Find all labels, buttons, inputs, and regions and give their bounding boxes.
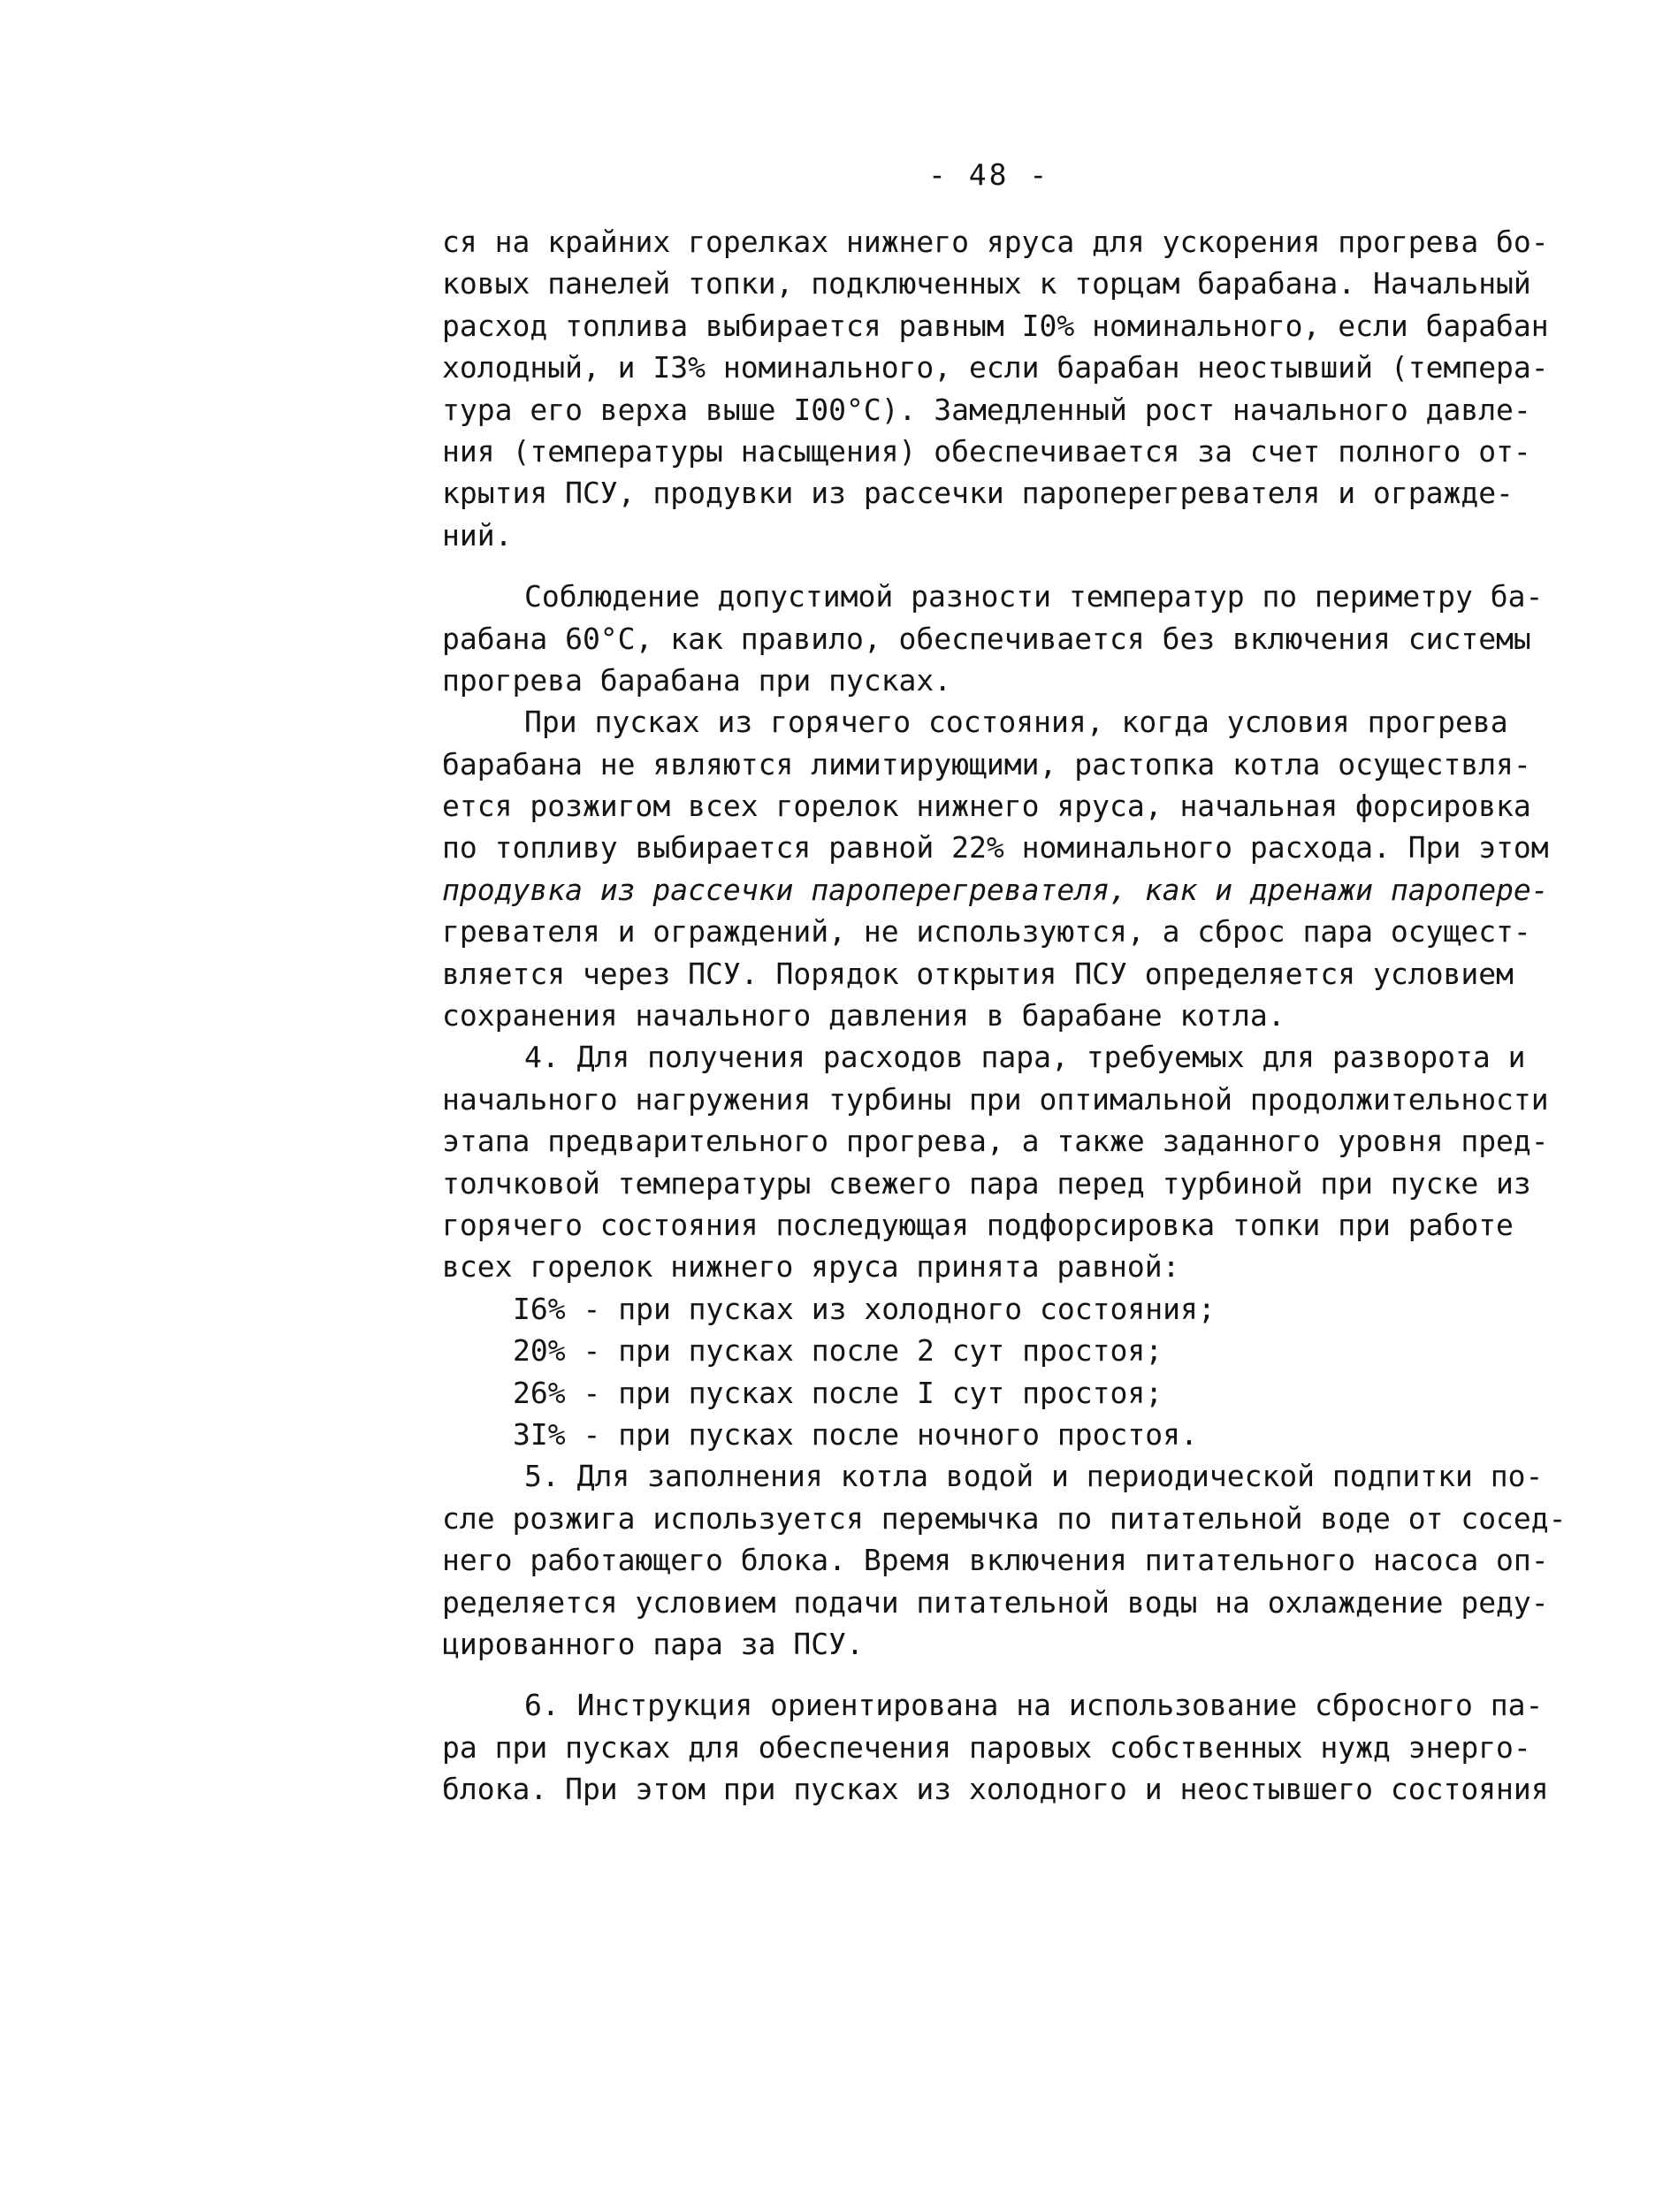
page-number: - 48 - (928, 157, 1050, 192)
paragraph-first-line: При пусках из горячего состояния, когда условия прогрева (524, 705, 1508, 740)
text-line: цированного пара за ПСУ. (442, 1626, 864, 1661)
text-line: ется розжигом всех горелок нижнего яруса, начальная форсировка (442, 789, 1531, 824)
text-line: ся на крайних горелках нижнего яруса для ускорения прогрева бо- (442, 225, 1549, 259)
text-line: продувка из рассечки пароперегревателя, как и дренажи паропере- (442, 872, 1549, 907)
text-line: всех горелок нижнего яруса принята равной: (442, 1249, 1180, 1285)
text-line: барабана не являются лимитирующими, растопка котла осуществля- (442, 746, 1531, 782)
text-line: холодный, и I3% номинального, если барабан неостывший (темпера- (442, 350, 1549, 385)
list-item: I6% - при пусках из холодного состояния; (513, 1291, 1216, 1326)
text-line: тура его верха выше I00°C). Замедленный рост начального давле- (442, 392, 1531, 427)
list-item: 26% - при пусках после I сут простоя; (513, 1375, 1163, 1410)
text-line: ковых панелей топки, подключенных к торцам барабана. Начальный (442, 266, 1531, 301)
text-line: этапа предварительного прогрева, а также заданного уровня пред- (442, 1124, 1549, 1159)
paragraph-first-line: 4. Для получения расходов пара, требуемых для разворота и (524, 1040, 1526, 1075)
text-line: толчковой температуры свежего пара перед турбиной при пуске из (442, 1165, 1531, 1201)
text-line: ра при пусках для обеспечения паровых собственных нужд энерго- (442, 1729, 1531, 1765)
paragraph-first-line: Соблюдение допустимой разности температур по периметру ба- (524, 579, 1544, 614)
text-line: него работающего блока. Время включения питательного насоса оп- (442, 1543, 1549, 1578)
text-line: ния (температуры насыщения) обеспечивается за счет полного от- (442, 433, 1531, 469)
text-line: горячего состояния последующая подфорсировка топки при работе (442, 1207, 1514, 1242)
paragraph-first-line: 6. Инструкция ориентирована на использование сбросного па- (524, 1688, 1544, 1723)
text-line: ределяется условием подачи питательной воды на охлаждение реду- (442, 1584, 1549, 1620)
text-line: сохранения начального давления в барабане котла. (442, 998, 1285, 1034)
text-line: вляется через ПСУ. Порядок открытия ПСУ определяется условием (442, 956, 1514, 991)
text-line: гревателя и ограждений, не используются, а сброс пара осущест- (442, 914, 1531, 950)
text-line: сле розжига используется перемычка по питательной воде от сосед- (442, 1500, 1567, 1536)
text-line: крытия ПСУ, продувки из рассечки пароперегревателя и огражде- (442, 476, 1514, 511)
text-line: расход топлива выбирается равным I0% номинального, если барабан (442, 308, 1549, 343)
text-line: начального нагружения турбины при оптимальной продолжительности (442, 1081, 1549, 1117)
text-line: по топливу выбирается равной 22% номинального расхода. При этом (442, 830, 1549, 866)
text-line: блока. При этом при пусках из холодного и неостывшего состояния (442, 1772, 1549, 1807)
text-line: прогрева барабана при пусках. (442, 662, 952, 698)
text-line: ний. (442, 517, 513, 553)
list-item: 3I% - при пусках после ночного простоя. (513, 1416, 1198, 1452)
paragraph-first-line: 5. Для заполнения котла водой и периодической подпитки по- (524, 1459, 1544, 1494)
body-text (442, 221, 1567, 1810)
list-item: 20% - при пусках после 2 сут простоя; (513, 1333, 1163, 1369)
text-line: рабана 60°C, как правило, обеспечивается без включения системы (442, 621, 1531, 656)
